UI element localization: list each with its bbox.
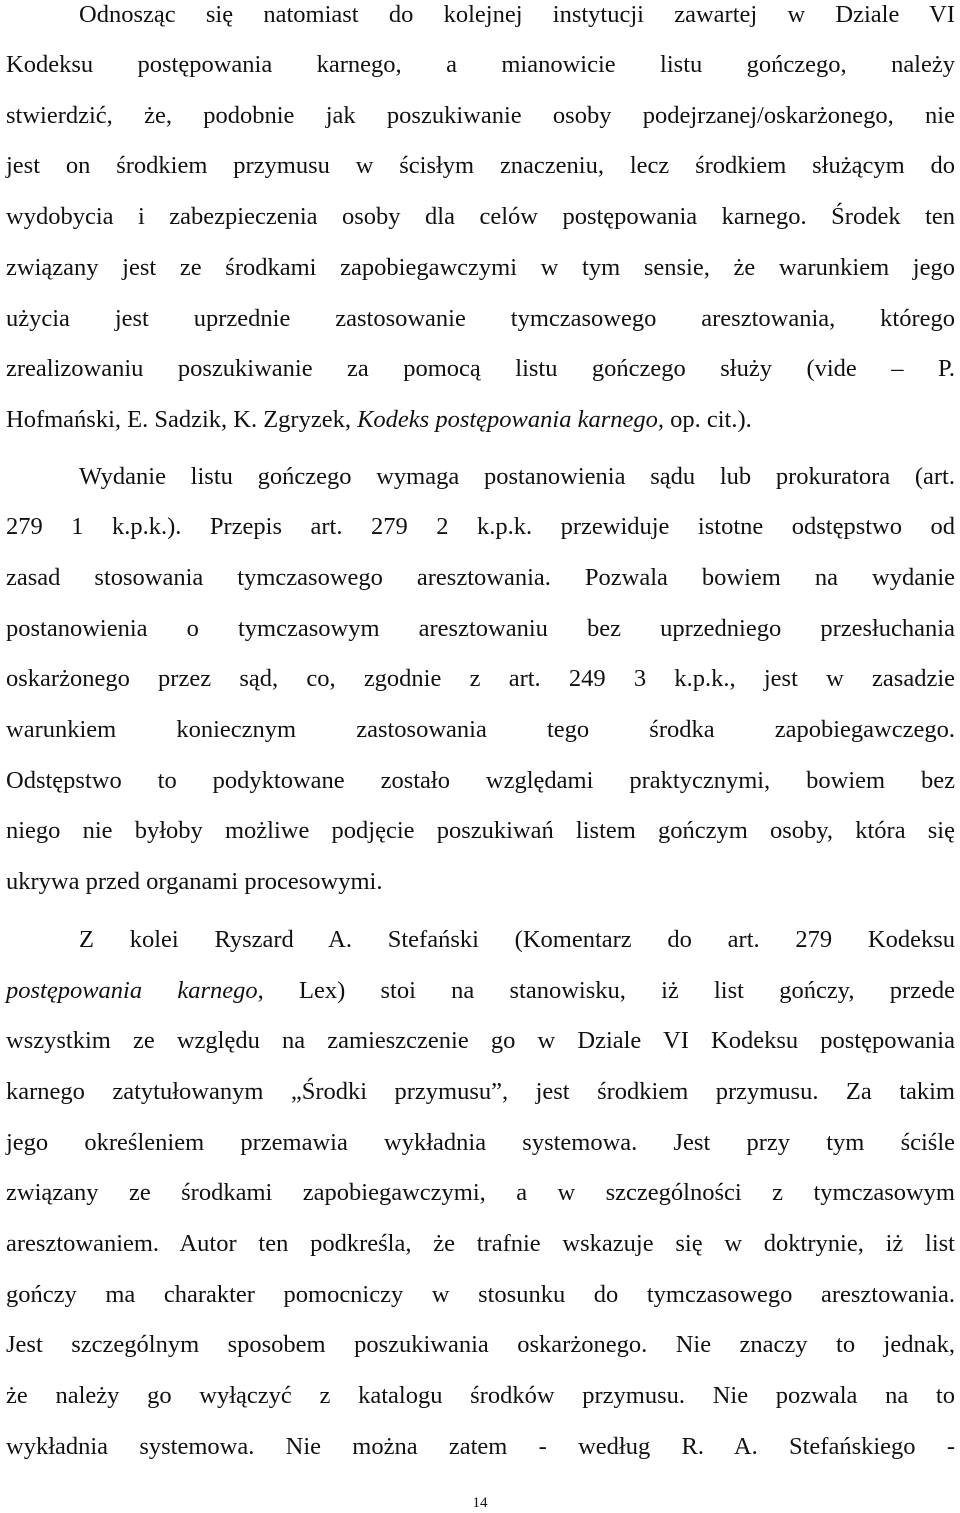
text-line: wszystkim ze względu na zamieszczenie go w Dziale VI Kodeksu postępowania — [6, 1027, 955, 1054]
text-line: zasad stosowania tymczasowego aresztowania. Pozwala bowiem na wydanie — [6, 564, 955, 591]
page-number: 14 — [472, 1495, 488, 1511]
text-line — [6, 976, 955, 1006]
text-line: związany ze środkami zapobiegawczymi, a w szczególności z tymczasowym — [6, 1179, 955, 1206]
text-line: aresztowaniem. Autor ten podkreśla, że trafnie wskazuje się w doktrynie, iż list — [6, 1230, 955, 1257]
text-line — [6, 405, 955, 435]
citation-title: Kodeks postępowania karnego, — [357, 406, 664, 433]
text-line: Odnosząc się natomiast do kolejnej instytucji zawartej w Dziale VI — [79, 1, 955, 28]
citation-tail: op. cit.). — [664, 406, 752, 433]
text-line: Wydanie listu gończego wymaga postanowienia sądu lub prokuratora (art. — [79, 463, 955, 490]
text-line: stwierdzić, że, podobnie jak poszukiwanie osoby podejrzanej/oskarżonego, nie — [6, 102, 955, 129]
text-line: gończy ma charakter pomocniczy w stosunku do tymczasowego aresztowania. — [6, 1281, 955, 1308]
text-span: , Lex) stoi na stanowisku, iż list gończy, przede — [257, 977, 955, 1004]
citation-authors: Hofmański, E. Sadzik, K. Zgryzek, — [6, 406, 358, 433]
text-line: postanowienia o tymczasowym aresztowaniu bez uprzedniego przesłuchania — [6, 615, 955, 642]
text-line: że należy go wyłączyć z katalogu środków przymusu. Nie pozwala na to — [6, 1382, 955, 1409]
text-line: ukrywa przed organami procesowymi. — [6, 868, 383, 895]
text-line: Odstępstwo to podyktowane zostało względami praktycznymi, bowiem bez — [6, 767, 955, 794]
text-line: Z kolei Ryszard A. Stefański (Komentarz do art. 279 Kodeksu — [79, 926, 955, 953]
text-line: użycia jest uprzednie zastosowanie tymczasowego aresztowania, którego — [6, 305, 955, 332]
text-line: niego nie byłoby możliwe podjęcie poszukiwań listem gończym osoby, która się — [6, 817, 955, 844]
text-line: 279 1 k.p.k.). Przepis art. 279 2 k.p.k. przewiduje istotne odstępstwo od — [6, 513, 955, 540]
text-line: jest on środkiem przymusu w ścisłym znaczeniu, lecz środkiem służącym do — [6, 152, 955, 179]
text-line: jego określeniem przemawia wykładnia systemowa. Jest przy tym ściśle — [6, 1129, 955, 1156]
text-line: karnego zatytułowanym „Środki przymusu”, jest środkiem przymusu. Za takim — [6, 1078, 955, 1105]
text-line: wykładnia systemowa. Nie można zatem - według R. A. Stefańskiego - — [6, 1433, 955, 1460]
text-line: wydobycia i zabezpieczenia osoby dla celów postępowania karnego. Środek ten — [6, 203, 955, 230]
text-line: zrealizowaniu poszukiwanie za pomocą listu gończego służy (vide – P. — [6, 355, 955, 382]
text-line: oskarżonego przez sąd, co, zgodnie z art. 249 3 k.p.k., jest w zasadzie — [6, 665, 955, 692]
text-line: Jest szczególnym sposobem poszukiwania oskarżonego. Nie znaczy to jednak, — [6, 1331, 955, 1358]
text-line: warunkiem koniecznym zastosowania tego środka zapobiegawczego. — [6, 716, 955, 743]
text-line: Kodeksu postępowania karnego, a mianowicie listu gończego, należy — [6, 51, 955, 78]
source-title: postępowania karnego — [6, 977, 258, 1004]
text-line: związany jest ze środkami zapobiegawczymi w tym sensie, że warunkiem jego — [6, 254, 955, 281]
